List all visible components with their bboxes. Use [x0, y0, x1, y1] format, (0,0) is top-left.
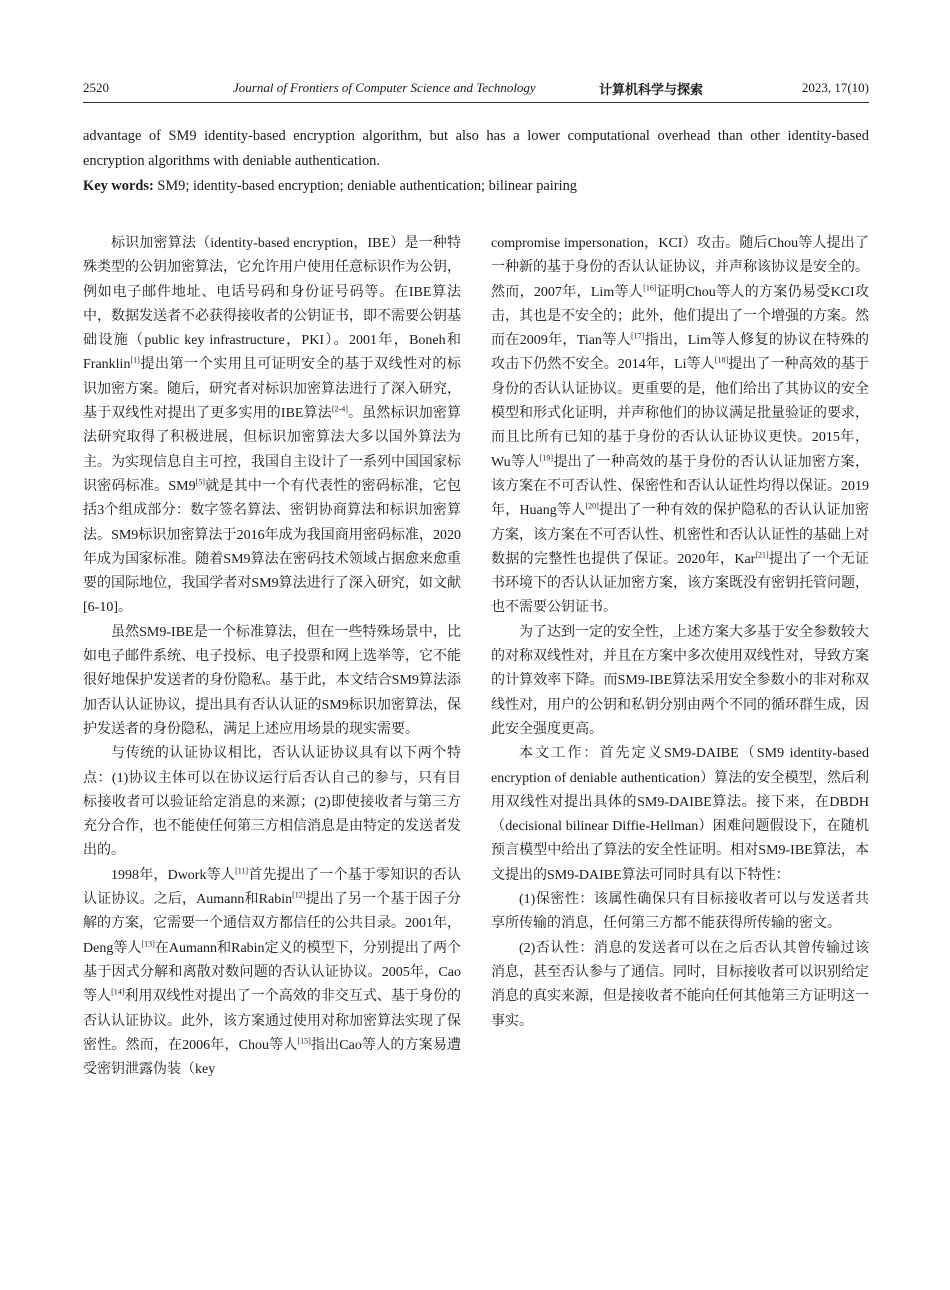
abstract-text: advantage of SM9 identity-based encryption algorithm, but also has a lower computational overhead than other identity-based encryption algorithms with deniable authentication. [83, 128, 869, 169]
paragraph: (2)否认性：消息的发送者可以在之后否认其曾传输过该消息，甚至否认参与了通信。同时，目标接收者可以识别给定消息的真实来源，但是接收者不能向任何其他第三方证明这一事实。 [491, 940, 869, 1029]
keywords-text: SM9; identity-based encryption; deniable authentication; bilinear pairing [153, 178, 577, 194]
citation: [16] [643, 282, 657, 292]
paragraph: 与传统的认证协议相比，否认认证协议具有以下两个特点：(1)协议主体可以在协议运行后否认自己的参与，只有目标接收者可以验证给定消息的来源；(2)即使接收者与第三方充分合作，也不能使任何第三方相信消息是由特定的发送者发出的。 [83, 746, 461, 859]
journal-title-cn: 计算机科学与探索 [599, 83, 704, 98]
citation: [12] [292, 890, 306, 900]
journal-title-en: Journal of Frontiers of Computer Science and Technology [233, 80, 536, 95]
paragraph: 标识加密算法（identity-based encryption，IBE）是一种特殊类型的公钥加密算法，它允许用户使用任意标识作为公钥，例如电子邮件地址、电话号码和身份证号码等。在IBE算法中，数据发送者不必获得接收者的公钥证书，即不需要公钥基础设施（public key infrastructure，PKI）。2001年，Boneh和Franklin[1]提出第一个实用且可证明安全的基于双线性对的标识加密方案。随后，研究者对标识加密算法进行了深入研究，基于双线性对提出了更多实用的IBE算法[2-4]。虽然标识加密算法研究取得了积极进展，但标识加密算法大多以国外算法为主。为实现信息自主可控，我国自主设计了一系列中国国家标识密码标准。SM9[5]就是其中一个有代表性的密码标准，它包括3个组成部分：数字签名算法、密钥协商算法和标识加密算法。SM9标识加密算法于2016年成为我国商用密码标准，2020年成为国家标准。随着SM9算法在密码技术领域占据愈来愈重要的国际地位，我国学者对SM9算法进行了深入研究，如文献[6-10]。 [83, 236, 461, 616]
paragraph: (1)保密性：该属性确保只有目标接收者可以与发送者共享所传输的消息，任何第三方都不能获得所传输的密文。 [491, 892, 869, 932]
citation: [20] [585, 501, 599, 511]
paragraph: 虽然SM9-IBE是一个标准算法，但在一些特殊场景中，比如电子邮件系统、电子投标、电子投票和网上选举等，它不能很好地保护发送者的身份隐私。基于此，本文结合SM9算法添加否认认证协议，提出具有否认认证的SM9标识加密算法，保护发送者的身份隐私，满足上述应用场景的现实需要。 [83, 624, 461, 737]
citation: [19] [539, 453, 554, 463]
citation: [13] [141, 938, 155, 948]
citation: [18] [714, 355, 729, 365]
citation: [17] [631, 331, 645, 341]
citation: [2-4] [331, 404, 348, 414]
paragraph: 本文工作：首先定义SM9-DAIBE（SM9 identity-based encryption of deniable authentication）算法的安全模型，然后利用双线性对提出具体的SM9-DAIBE算法。接下来，在DBDH（decisional bilinear Diffie-Hellman）困难问题假设下，在随机预言模型中给出了算法的安全性证明。相对SM9-IBE算法，本文提出的SM9-DAIBE算法可同时具有以下特性： [491, 746, 869, 883]
citation: [1] [130, 355, 140, 365]
volume-issue: 2023, 17(10) [801, 80, 869, 95]
page-number: 2520 [83, 80, 109, 95]
keywords-label: Key words: [83, 178, 154, 194]
paragraph: compromise impersonation，KCI）攻击。随后Chou等人提出了一种新的基于身份的否认认证协议，并声称该协议是安全的。然而，2007年，Lim等人[16]证明Chou等人的方案仍易受KCI攻击，其也是不安全的；此外，他们提出了一个增强的方案。然而在2009年，Tian等人[17]指出，Lim等人修复的协议在特殊的攻击下仍然不安全。2014年，Li等人[18]提出了一种高效的基于身份的否认认证协议。更重要的是，他们给出了其协议的安全模型和形式化证明，并声称他们的协议满足批量验证的要求，而且比所有已知的基于身份的否认认证协议更快。2015年，Wu等人[19]提出了一种高效的基于身份的否认认证加密方案，该方案在不可否认性、保密性和否认认证性均得以保证。2019年，Huang等人[20]提出了一种有效的保护隐私的否认认证加密方案，该方案在不可否认性、机密性和否认认证性的基础上对数据的完整性也提供了保证。2020年，Kar[21]提出了一个无证书环境下的否认认证加密方案，该方案既没有密钥托管问题，也不需要公钥证书。 [491, 236, 870, 616]
citation: [15] [297, 1036, 311, 1046]
right-column [491, 232, 869, 1034]
running-header [83, 76, 869, 103]
citation: [14] [111, 987, 125, 997]
paragraph: 1998年，Dwork等人[11]首先提出了一个基于零知识的否认认证协议。之后，Aumann和Rabin[12]提出了另一个基于因子分解的方案，它需要一个通信双方都信任的公共目录。2001年，Deng等人[13]在Aumann和Rabin定义的模型下，分别提出了两个基于因式分解和离散对数问题的否认认证协议。2005年，Cao等人[14]利用双线性对提出了一个高效的非交互式、基于身份的否认认证协议。此外，该方案通过使用对称加密算法实现了保密性。然而，在2006年，Chou等人[15]指出Cao等人的方案易遭受密钥泄露伪装（key [83, 866, 462, 1078]
abstract-block [83, 124, 869, 199]
keywords-line [83, 174, 869, 199]
paragraph: 为了达到一定的安全性，上述方案大多基于安全参数较大的对称双线性对，并且在方案中多次使用双线性对，导致方案的计算效率下降。而SM9-IBE算法采用安全参数小的非对称双线性对，用户的公钥和私钥分别由两个不同的循环群生成，因此安全强度更高。 [491, 624, 869, 737]
citation: [5] [195, 477, 205, 487]
left-column [83, 232, 461, 1082]
citation: [11] [235, 866, 249, 876]
citation: [21] [755, 550, 769, 560]
